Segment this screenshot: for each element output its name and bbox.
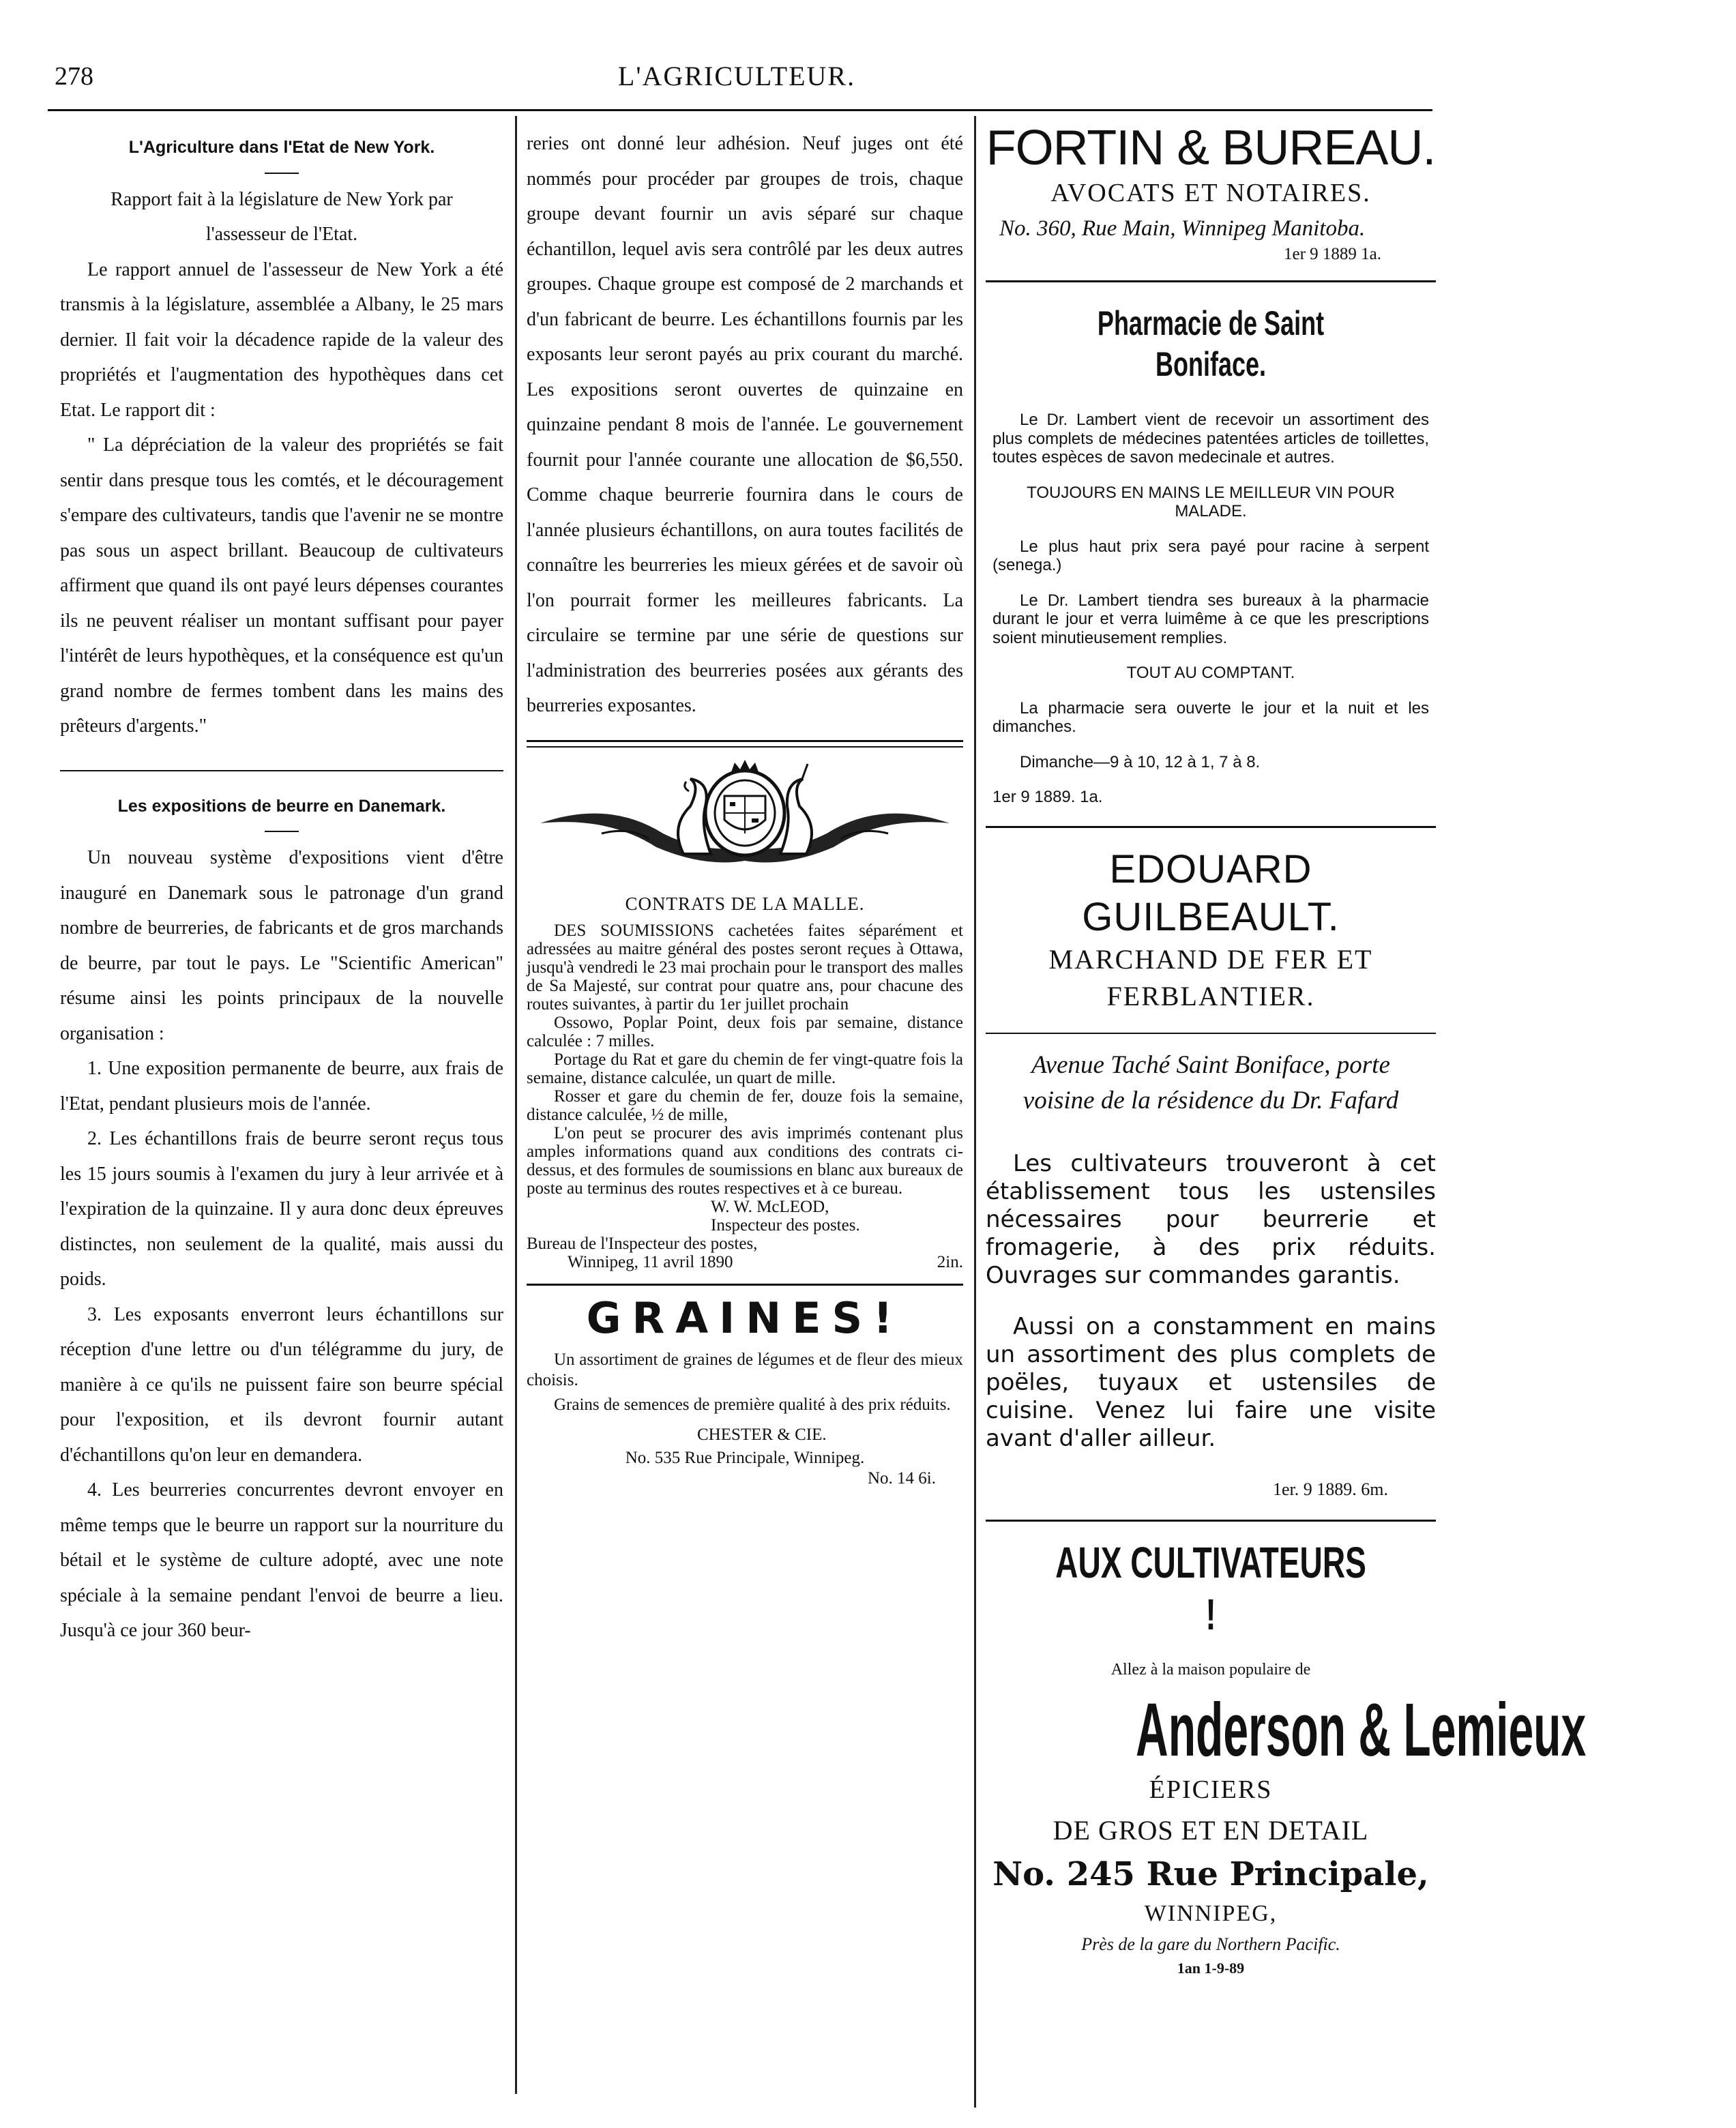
fortin-address: No. 360, Rue Main, Winnipeg Manitoba. (999, 216, 1366, 241)
contrats-paragraph: Rosser et gare du chemin de fer, douze fois la semaine, distance calculée, ½ de mille, (527, 1087, 963, 1124)
article-title-danemark: Les expositions de beurre en Danemark. (117, 796, 446, 816)
edouard-body (986, 1119, 1436, 1453)
ad-divider (527, 740, 963, 742)
contrats-code: 2in. (937, 1253, 963, 1271)
pharmacie-paragraph: Le Dr. Lambert vient de recevoir un assortiment des plus complets de médecines patentées articles de toillettes, toutes espèces de savon medecinale et autres. (992, 411, 1429, 467)
aux-intro: Allez à la maison populaire de (1110, 1660, 1311, 1679)
aux-address: No. 245 Rue Principale, (992, 1854, 1429, 1893)
aux-city: WINNIPEG, (1144, 1900, 1278, 1926)
article-list-item: 4. Les beurreries concurrentes devront envoyer en même temps que le beurre un rapport sur la nourriture du bétail et le système de culture adopté, avec une note spéciale à la semaine pendant l'envoi de beurre a lieu. Jusqu'à ce jour 360 beur- (60, 1479, 503, 1641)
article-list-item: 1. Une exposition permanente de beurre, aux frais de l'Etat, pendant plusieurs mois de l'année. (60, 1058, 503, 1114)
column-2 (527, 126, 963, 1489)
article-list-item: 3. Les exposants enverront leurs échantillons sur réception d'une lettre ou d'un télégramme du jury, de manière à ce qu'ils ne puissent faire son beurre spécial pour l'exposition, et ils devront fournir autant d'échantillons qu'on leur en demandera. (60, 1303, 503, 1466)
contrats-dateline (527, 1253, 963, 1271)
aux-title-wrap (986, 1537, 1436, 1641)
contrats-signature-title: Inspecteur des postes. (711, 1216, 860, 1235)
aux-near: Près de la gare du Northern Pacific. (1081, 1934, 1340, 1954)
contrats-paragraph: Portage du Rat et gare du chemin de fer vingt-quatre fois la semaine, distance calculée, un quart de mille. (527, 1050, 963, 1087)
edouard-paragraph: Les cultivateurs trouveront à cet établissement tous les ustensiles nécessaires pour beurrerie et fromagerie, à des prix réduits. Ouvrages sur commandes garantis. (986, 1149, 1436, 1289)
article-paragraph: Le rapport annuel de l'assesseur de New York a été transmis à la législature, assemblée a Albany, le 25 mars dernier. Il fait voir la décadence rapide de la valeur des propriétés et l'augmentation des hypothèques dans cet Etat. Le rapport dit : (60, 258, 503, 421)
title-dash (265, 831, 299, 832)
newspaper-title: L'AGRICULTEUR. (617, 61, 856, 91)
aux-subtitle-2: DE GROS ET EN DETAIL (1053, 1814, 1369, 1846)
title-dash (265, 173, 299, 174)
column-1 (60, 126, 503, 1649)
graines-address: No. 535 Rue Principale, Winnipeg. (625, 1449, 865, 1467)
pharmacie-paragraph: TOUJOURS EN MAINS LE MEILLEUR VIN POUR MALADE. (1027, 483, 1395, 520)
contrats-paragraph: L'on peut se procurer des avis imprimés contenant plus amples informations quand aux conditions des contrats ci-dessus, et des formules de soumissions en blanc aux bureaux de poste au terminus des routes respectives et à ce bureau. (527, 1124, 963, 1198)
page-number: 278 (55, 62, 93, 91)
graines-paragraph: Grains de semences de première qualité à des prix réduits. (554, 1395, 951, 1414)
contrats-paragraph: DES SOUMISSIONS cachetées faites séparément et adressées au maitre général des postes seront reçues à Ottawa, jusqu'à vendredi le 23 mai prochain pour le transport des malles de Sa Majesté, sur contrat pour quatre ans, pour chacune des routes suivantes, à partir du 1er juillet prochain (527, 921, 963, 1014)
ad-divider (986, 280, 1436, 282)
pharmacie-code: 1er 9 1889. 1a. (992, 788, 1103, 806)
article-list-item: 2. Les échantillons frais de beurre seront reçus tous les 15 jours soumis à l'examen du jury à leur arrivée et à l'expiration de la quinzaine. Il y aura donc deux épreuves distinctes, non seulement de la qualité, mais aussi du poids. (60, 1128, 503, 1290)
aux-subtitle-1: ÉPICIERS (1149, 1775, 1273, 1804)
contrats-signature: W. W. McLEOD, (711, 1198, 829, 1216)
pharmacie-paragraph: Le plus haut prix sera payé pour racine à serpent (senega.) (992, 537, 1429, 574)
edouard-paragraph: Aussi on a constamment en mains un assortiment des plus complets de poëles, tuyaux et ustensiles de cuisine. Venez lui faire une visite avant d'aller ailleur. (986, 1312, 1436, 1452)
pharmacie-body (986, 385, 1436, 807)
aux-title: AUX CULTIVATEURS ! (1055, 1537, 1366, 1639)
coat-of-arms-icon (527, 758, 963, 874)
article-title-ny: L'Agriculture dans l'Etat de New York. (128, 138, 435, 157)
pharmacie-hours: Dimanche—9 à 10, 12 à 1, 7 à 8. (1020, 752, 1261, 771)
graines-signature: CHESTER & CIE. (697, 1425, 827, 1444)
graines-title: GRAINES! (586, 1293, 904, 1343)
contrats-bureau: Bureau de l'Inspecteur des postes, (527, 1235, 758, 1253)
fortin-subtitle: AVOCATS ET NOTAIRES. (1050, 179, 1371, 207)
contrats-date: Winnipeg, 11 avril 1890 (568, 1253, 733, 1271)
graines-paragraph: Un assortiment de graines de légumes et de fleur des mieux choisis. (527, 1350, 963, 1389)
edouard-code: 1er. 9 1889. 6m. (1273, 1479, 1388, 1499)
edouard-address: Avenue Taché Saint Boniface, porte voisine de la résidence du Dr. Fafard (1023, 1050, 1399, 1114)
contrats-body (527, 921, 963, 1271)
article-subtitle-ny: Rapport fait à la législature de New York par l'assesseur de l'Etat. (111, 188, 453, 245)
graines-body (527, 1350, 963, 1489)
pharmacie-title-wrap (986, 303, 1436, 385)
pharmacie-paragraph: La pharmacie sera ouverte le jour et la nuit et les dimanches. (992, 698, 1429, 736)
ad-divider (986, 1520, 1436, 1522)
column-3 (986, 119, 1587, 1979)
pharmacie-paragraph: TOUT AU COMPTANT. (1126, 664, 1295, 682)
pharmacie-paragraph: Le Dr. Lambert tiendra ses bureaux à la pharmacie durant le jour et verra luimême à ce que les prescriptions soient minutieusement remplies. (992, 591, 1429, 647)
ad-divider (986, 1033, 1436, 1034)
aux-code: 1an 1-9-89 (1177, 1959, 1245, 1977)
aux-name: Anderson & Lemieux (1136, 1687, 1587, 1772)
column-rule-2 (974, 116, 976, 2108)
pharmacie-title: Pharmacie de Saint Boniface. (1097, 304, 1325, 383)
contrats-title: CONTRATS DE LA MALLE. (625, 893, 865, 914)
edouard-subtitle: MARCHAND DE FER ET FERBLANTIER. (1048, 943, 1373, 1011)
aux-name-wrap (986, 1687, 1587, 1772)
article-paragraph: Un nouveau système d'expositions vient d'être inauguré en Danemark sous le patronage d'un grand nombre de beurreries, de fabricants et de gros marchands de beurre, par tout le pays. Le "Scientific American" résume ainsi les points principaux de la nouvelle organisation : (60, 847, 503, 1044)
ad-divider (986, 826, 1436, 828)
graines-code: No. 14 6i. (868, 1469, 936, 1488)
fortin-title: FORTIN & BUREAU. (986, 121, 1436, 175)
article-quote: " La dépréciation de la valeur des propriétés se fait sentir dans presque tous les comtés, et le découragement s'empare des cultivateurs, tandis que l'avenir ne se montre pas sous un aspect brillant. Beaucoup de cultivateurs affirment que quand ils ont payé leurs dépenses courantes ils ne peuvent réaliser un montant suffisant pour payer l'intérêt de leurs hypothèques, et la conséquence est qu'un grand nombre de fermes tombent dans les mains des prêteurs d'argents." (60, 434, 503, 737)
ad-divider (527, 1284, 963, 1286)
fortin-code: 1er 9 1889 1a. (1283, 245, 1381, 263)
ad-divider (527, 746, 963, 748)
header-rule (48, 109, 1432, 111)
edouard-title: EDOUARD GUILBEAULT. (1082, 846, 1340, 939)
article-continuation: reries ont donné leur adhésion. Neuf juges ont été nommés pour procéder par groupes de trois, chaque groupe devant fournir un avis séparé sur chaque échantillon, lequel avis sera contrôlé par les deux autres groupes. Chaque groupe est composé de 2 marchands et d'un fabricant de beurre. Les échantillons fournis par les exposants leur seront payés au prix courant du marché. Les expositions seront ouvertes de quinzaine en quinzaine pendant 8 mois de l'année. Le gouvernement fournit pour l'année courante une allocation de $6,550. Comme chaque beurrerie fournira dans le cours de l'année plusieurs échantillons, on aura toutes facilités de connaître les beurreries les mieux gérées et de savoir où l'on pourrait former les meilleures fabricants. La circulaire se termine par une série de questions sur l'administration des beurreries posées aux gérants des beurreries exposantes. (527, 133, 963, 716)
contrats-paragraph: Ossowo, Poplar Point, deux fois par semaine, distance calculée : 7 milles. (527, 1014, 963, 1050)
column-rule-1 (515, 116, 517, 2094)
section-divider (60, 770, 503, 771)
